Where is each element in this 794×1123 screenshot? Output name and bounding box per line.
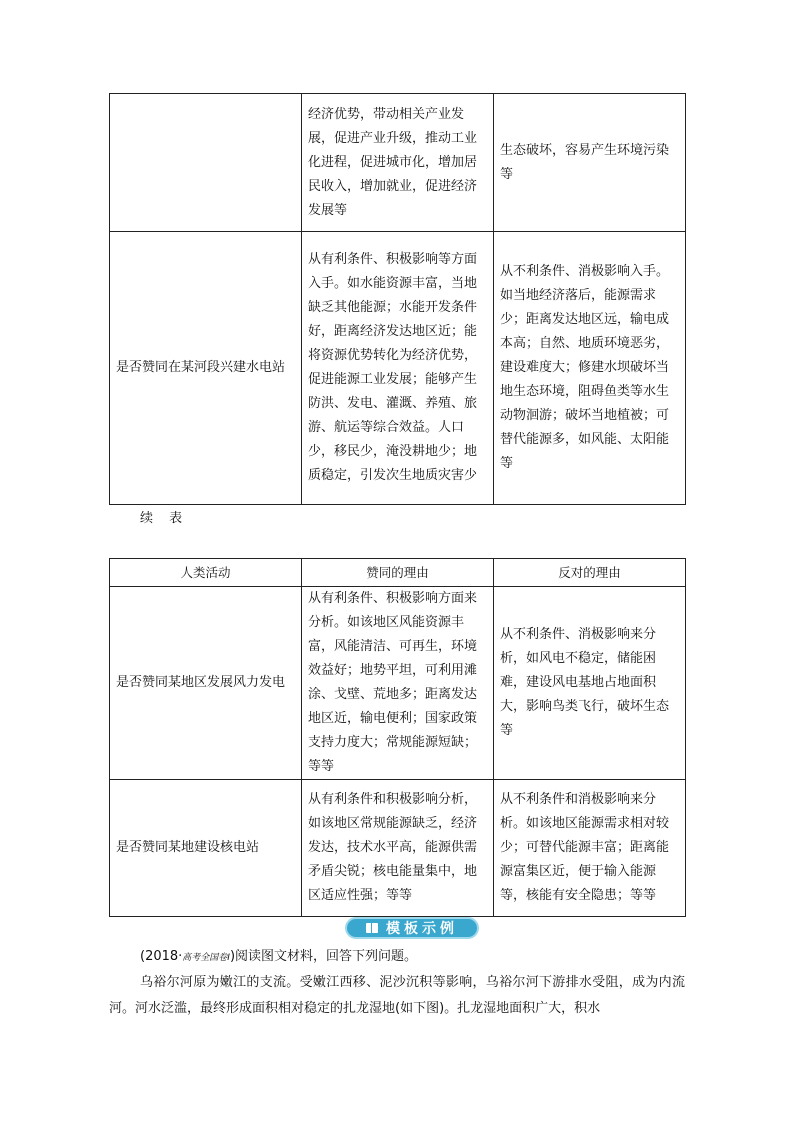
table-row (110, 780, 686, 917)
table-row (110, 232, 686, 505)
question-year: (2018· (140, 949, 183, 964)
activity-cell: 是否赞同某地区发展风力发电 (110, 587, 302, 780)
against-reason-cell: 从不利条件、消极影响来分析，如风电不稳定，储能困难，建设风电基地占地面积大，影响鸟类飞行，破坏生态等 (494, 587, 686, 780)
table-row (110, 94, 686, 232)
against-reason-cell: 从不利条件、消极影响入手。如当地经济落后，能源需求少；距离发达地区远，输电成本高；自然、地质环境恶劣，建设难度大；修建水坝破坏当地生态环境，阻碍鱼类等水生动物洄游；破坏当地植被；可替代能源多，如风能、太阳能等 (494, 232, 686, 505)
template-example-banner (345, 917, 479, 939)
question-source: 高考全国卷Ⅰ (182, 953, 230, 963)
header-for: 赞同的理由 (302, 559, 494, 587)
for-reason-cell: 从有利条件、积极影响方面来分析。如该地区风能资源丰富，风能清洁、可再生，环境效益好；地势平坦，可利用滩涂、戈壁、荒地多；距离发达地区近，输电便利；国家政策支持力度大；常规能源短缺；等等 (302, 587, 494, 780)
question-intro (140, 944, 685, 971)
material-paragraph: 乌裕尔河原为嫩江的支流。受嫩江西移、泥沙沉积等影响，乌裕尔河下游排水受阻，成为内流河。河水泛滥，最终形成面积相对稳定的扎龙湿地(如下图)。扎龙湿地面积广大，积水 (109, 975, 685, 1016)
banner-label: 模板示例 (386, 921, 458, 937)
book-icon (366, 923, 378, 933)
activity-table (109, 558, 686, 917)
header-against: 反对的理由 (494, 559, 686, 587)
against-reason-cell: 从不利条件和消极影响来分析。如该地区能源需求相对较少；可替代能源丰富；距离能源富集区近，便于输入能源等，核能有安全隐患；等等 (494, 780, 686, 917)
question-instruction: )阅读图文材料，回答下列问题。 (229, 949, 418, 964)
against-reason-cell: 生态破坏，容易产生环境污染等 (494, 94, 686, 232)
for-reason-cell: 从有利条件和积极影响分析，如该地区常规能源缺乏，经济发达，技术水平高，能源供需矛盾尖锐；核电能量集中，地区适应性强；等等 (302, 780, 494, 917)
table-continuation (109, 93, 686, 505)
for-reason-cell: 从有利条件、积极影响等方面入手。如水能资源丰富，当地缺乏其他能源；水能开发条件好，距离经济发达地区近；能将资源优势转化为经济优势，促进能源工业发展；能够产生防洪、发电、灌溉、养殖、旅游、航运等综合效益。人口少，移民少，淹没耕地少；地质稳定，引发次生地质灾害少 (302, 232, 494, 505)
table-caption: 续 表 (140, 511, 189, 526)
for-reason-cell: 经济优势，带动相关产业发展，促进产业升级，推动工业化进程，促进城市化，增加居民收入，增加就业，促进经济发展等 (302, 94, 494, 232)
activity-cell (110, 94, 302, 232)
table-row (110, 587, 686, 780)
activity-cell: 是否赞同某地建设核电站 (110, 780, 302, 917)
activity-cell: 是否赞同在某河段兴建水电站 (110, 232, 302, 505)
table-header-row (110, 559, 686, 587)
header-activity: 人类活动 (110, 559, 302, 587)
